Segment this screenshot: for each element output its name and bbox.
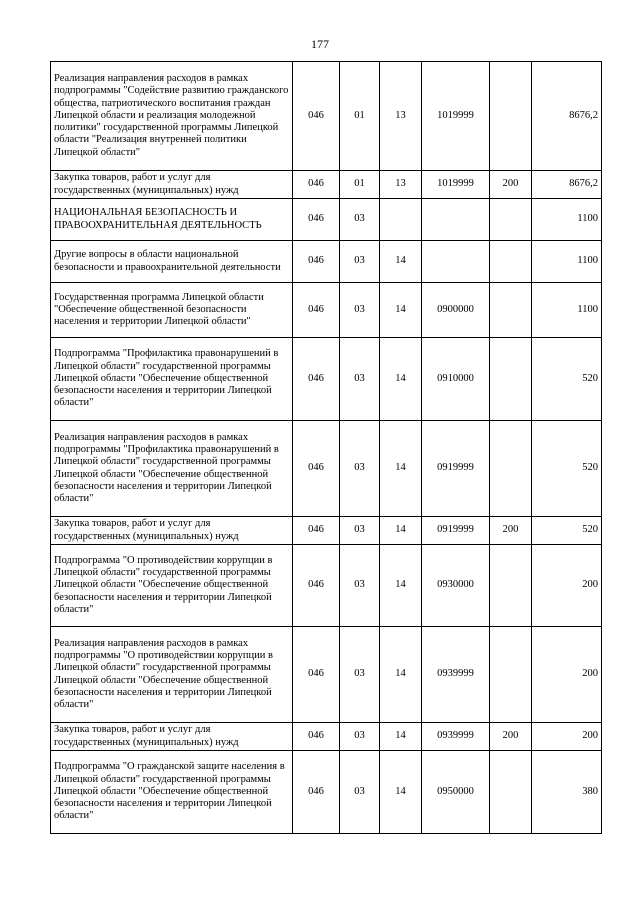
row-section: 03 — [340, 627, 380, 723]
row-amount: 1100 — [532, 283, 602, 338]
row-subsection: 14 — [380, 545, 422, 627]
row-amount: 1100 — [532, 199, 602, 241]
row-target: 0919999 — [422, 517, 490, 545]
row-kind — [490, 751, 532, 834]
row-section: 03 — [340, 199, 380, 241]
row-subsection: 14 — [380, 241, 422, 283]
row-section: 03 — [340, 751, 380, 834]
row-kind — [490, 241, 532, 283]
row-section: 03 — [340, 338, 380, 421]
table-row — [51, 199, 602, 241]
row-amount: 8676,2 — [532, 171, 602, 199]
row-target: 0900000 — [422, 283, 490, 338]
row-section: 03 — [340, 421, 380, 517]
table-row — [51, 723, 602, 751]
row-kind — [490, 627, 532, 723]
table-row — [51, 421, 602, 517]
row-kind: 200 — [490, 171, 532, 199]
row-ministry: 046 — [293, 517, 340, 545]
row-subsection: 13 — [380, 62, 422, 171]
row-amount: 1100 — [532, 241, 602, 283]
row-target: 1019999 — [422, 171, 490, 199]
table-row — [51, 283, 602, 338]
row-name: Другие вопросы в области национальной безопасности и правоохранительной деятельности — [51, 241, 293, 283]
row-section: 01 — [340, 171, 380, 199]
row-subsection: 13 — [380, 171, 422, 199]
table-row — [51, 517, 602, 545]
row-section: 03 — [340, 723, 380, 751]
row-name: Подпрограмма "Профилактика правонарушений в Липецкой области" государственной программы Липецкой области "Обеспечение общественной безопасности населения и территории Липецкой области" — [51, 338, 293, 421]
row-amount: 200 — [532, 627, 602, 723]
row-subsection: 14 — [380, 723, 422, 751]
row-section: 03 — [340, 517, 380, 545]
row-target: 0939999 — [422, 723, 490, 751]
row-target: 1019999 — [422, 62, 490, 171]
row-name: Реализация направления расходов в рамках подпрограммы "О противодействии коррупции в Липецкой области" государственной программы Липецкой области "Обеспечение общественной безопасности населения и территории Липецкой области" — [51, 627, 293, 723]
row-section: 03 — [340, 283, 380, 338]
row-target — [422, 241, 490, 283]
row-amount: 520 — [532, 421, 602, 517]
table-row — [51, 62, 602, 171]
row-subsection: 14 — [380, 517, 422, 545]
row-target: 0930000 — [422, 545, 490, 627]
row-kind: 200 — [490, 517, 532, 545]
row-amount: 520 — [532, 338, 602, 421]
row-target: 0910000 — [422, 338, 490, 421]
row-name: Реализация направления расходов в рамках подпрограммы "Профилактика правонарушений в Липецкой области" государственной программы Липецкой области "Обеспечение общественной безопасности населения и территории Липецкой области" — [51, 421, 293, 517]
row-section: 03 — [340, 545, 380, 627]
row-ministry: 046 — [293, 199, 340, 241]
row-ministry: 046 — [293, 545, 340, 627]
row-subsection: 14 — [380, 338, 422, 421]
row-ministry: 046 — [293, 338, 340, 421]
row-kind — [490, 421, 532, 517]
row-name: Закупка товаров, работ и услуг для государственных (муниципальных) нужд — [51, 723, 293, 751]
row-amount: 200 — [532, 545, 602, 627]
row-ministry: 046 — [293, 283, 340, 338]
row-ministry: 046 — [293, 723, 340, 751]
row-amount: 380 — [532, 751, 602, 834]
table-row — [51, 751, 602, 834]
table-row — [51, 545, 602, 627]
row-name: Государственная программа Липецкой области "Обеспечение общественной безопасности населения и территории Липецкой области" — [51, 283, 293, 338]
table-row — [51, 627, 602, 723]
row-ministry: 046 — [293, 751, 340, 834]
row-ministry: 046 — [293, 62, 340, 171]
row-amount: 520 — [532, 517, 602, 545]
table-row — [51, 171, 602, 199]
page-number: 177 — [311, 37, 329, 51]
row-ministry: 046 — [293, 627, 340, 723]
row-section: 03 — [340, 241, 380, 283]
row-ministry: 046 — [293, 171, 340, 199]
row-target: 0950000 — [422, 751, 490, 834]
row-name: Реализация направления расходов в рамках подпрограммы "Содействие развитию гражданского общества, патриотического воспитания граждан Липецкой области и реализация молодежной политики" государственной программы Липецкой области "Реализация внутренней политики Липецкой области" — [51, 62, 293, 171]
row-amount: 200 — [532, 723, 602, 751]
row-kind — [490, 283, 532, 338]
row-subsection: 14 — [380, 421, 422, 517]
row-section: 01 — [340, 62, 380, 171]
table-row — [51, 241, 602, 283]
row-name: НАЦИОНАЛЬНАЯ БЕЗОПАСНОСТЬ И ПРАВООХРАНИТЕЛЬНАЯ ДЕЯТЕЛЬНОСТЬ — [51, 199, 293, 241]
row-target — [422, 199, 490, 241]
budget-table — [50, 61, 602, 834]
row-amount: 8676,2 — [532, 62, 602, 171]
row-target: 0919999 — [422, 421, 490, 517]
row-kind: 200 — [490, 723, 532, 751]
row-ministry: 046 — [293, 241, 340, 283]
row-name: Закупка товаров, работ и услуг для государственных (муниципальных) нужд — [51, 171, 293, 199]
row-kind — [490, 338, 532, 421]
row-target: 0939999 — [422, 627, 490, 723]
row-kind — [490, 62, 532, 171]
row-subsection: 14 — [380, 751, 422, 834]
table-row — [51, 338, 602, 421]
row-subsection: 14 — [380, 627, 422, 723]
row-name: Подпрограмма "О гражданской защите населения в Липецкой области" государственной программы Липецкой области "Обеспечение общественной безопасности населения и территории Липецкой области" — [51, 751, 293, 834]
row-subsection — [380, 199, 422, 241]
row-ministry: 046 — [293, 421, 340, 517]
row-kind — [490, 199, 532, 241]
row-kind — [490, 545, 532, 627]
row-name: Закупка товаров, работ и услуг для государственных (муниципальных) нужд — [51, 517, 293, 545]
row-name: Подпрограмма "О противодействии коррупции в Липецкой области" государственной программы Липецкой области "Обеспечение общественной безопасности населения и территории Липецкой области" — [51, 545, 293, 627]
row-subsection: 14 — [380, 283, 422, 338]
